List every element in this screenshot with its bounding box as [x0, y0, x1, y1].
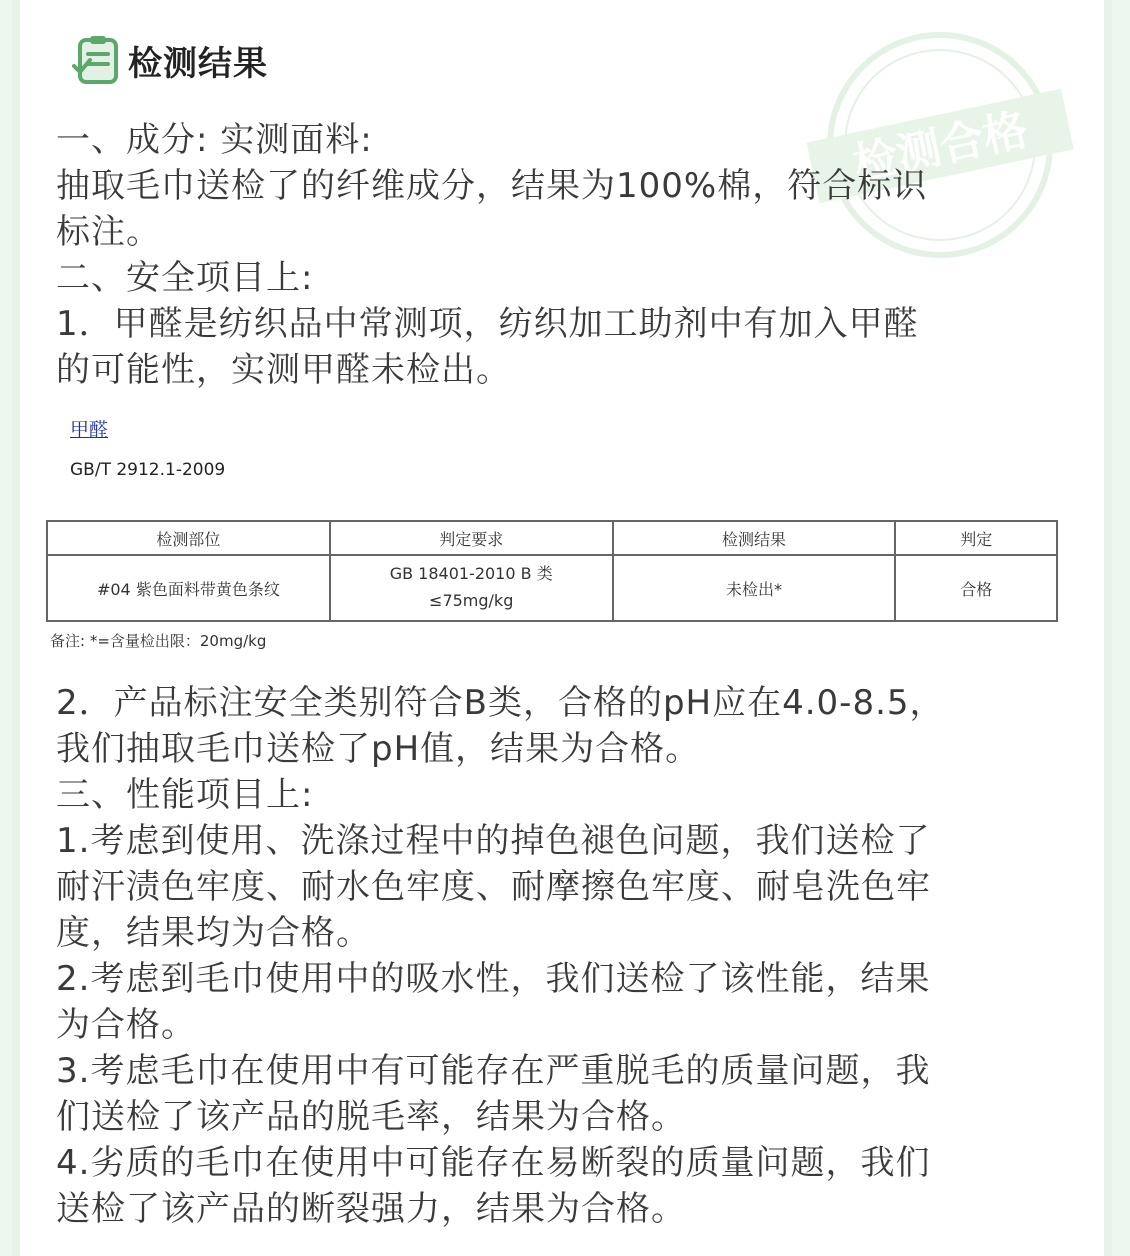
section-header	[66, 30, 268, 90]
section-1-text	[56, 117, 1066, 393]
text-line: 标注。	[56, 212, 161, 252]
text-line: 我们抽取毛巾送检了pH值，结果为合格。	[56, 729, 701, 769]
text-line: 为合格。	[56, 1005, 196, 1045]
requirement-limit: ≤75mg/kg	[429, 591, 514, 610]
column-header: 检测结果	[613, 521, 896, 555]
table-note: 备注: *=含量检出限：20mg/kg	[50, 632, 267, 650]
text-line: 2.考虑到毛巾使用中的吸水性，我们送检了该性能，结果	[56, 959, 931, 999]
text-line: 耐汗渍色牢度、耐水色牢度、耐摩擦色牢度、耐皂洗色牢	[56, 867, 931, 907]
stamp-text: 检测合格	[849, 104, 1032, 191]
text-line: 一、成分: 实测面料:	[56, 120, 373, 160]
text-line: 3.考虑毛巾在使用中有可能存在严重脱毛的质量问题，我	[56, 1051, 931, 1091]
column-header: 判定要求	[330, 521, 613, 555]
text-line: 三、性能项目上:	[56, 775, 314, 815]
text-line: 们送检了该产品的脱毛率，结果为合格。	[56, 1097, 686, 1137]
text-line: 度，结果均为合格。	[56, 913, 371, 953]
test-standard: GB/T 2912.1-2009	[70, 460, 226, 480]
clipboard-check-icon	[66, 32, 122, 88]
text-line: 4.劣质的毛巾在使用中可能存在易断裂的质量问题，我们	[56, 1143, 931, 1183]
page-title: 检测结果	[128, 43, 268, 84]
text-line: 二、安全项目上:	[56, 258, 314, 298]
formaldehyde-link[interactable]: 甲醛	[70, 419, 109, 441]
text-line: 2．产品标注安全类别符合B类，合格的pH应在4.0-8.5，	[56, 683, 945, 723]
column-header: 判定	[895, 521, 1057, 555]
table-header-row	[47, 521, 1057, 555]
section-2-text	[56, 680, 1066, 1232]
column-header: 检测部位	[47, 521, 330, 555]
cell-part: #04 紫色面料带黄色条纹	[47, 555, 330, 621]
text-line: 1．甲醛是纺织品中常测项，纺织加工助剂中有加入甲醛	[56, 304, 919, 344]
result-table	[46, 520, 1058, 622]
text-line: 抽取毛巾送检了的纤维成分，结果为100%棉，符合标识	[56, 166, 928, 206]
table-row	[47, 555, 1057, 621]
cell-verdict: 合格	[895, 555, 1057, 621]
text-line: 的可能性，实测甲醛未检出。	[56, 350, 511, 390]
cell-result: 未检出*	[613, 555, 896, 621]
text-line: 1.考虑到使用、洗涤过程中的掉色褪色问题，我们送检了	[56, 821, 931, 861]
cell-requirement	[330, 555, 613, 621]
requirement-standard: GB 18401-2010 B 类	[389, 564, 553, 583]
text-line: 送检了该产品的断裂强力，结果为合格。	[56, 1189, 686, 1229]
